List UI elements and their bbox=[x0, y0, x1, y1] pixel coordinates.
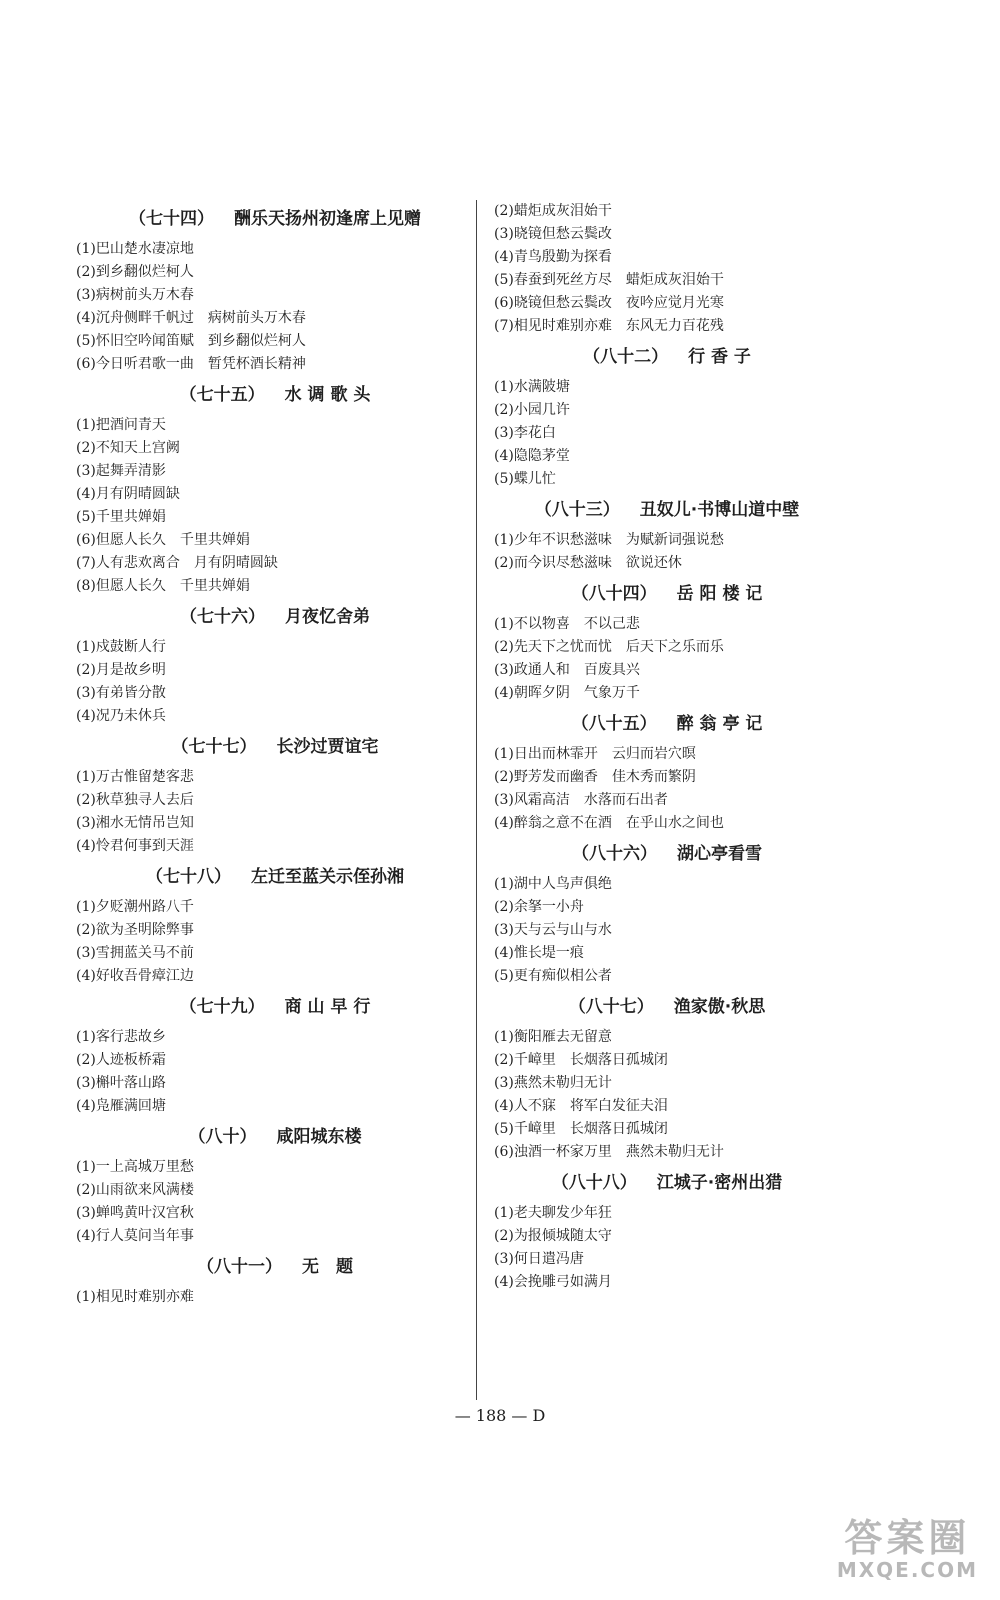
section-number: （七十八） bbox=[146, 867, 231, 887]
section-title bbox=[76, 866, 454, 888]
answer-line: (1)巴山楚水凄凉地 bbox=[76, 241, 194, 257]
answer-line: (2)而今识尽愁滋味 欲说还休 bbox=[494, 555, 682, 571]
answer-line: (4)人不寐 将军白发征夫泪 bbox=[494, 1098, 668, 1114]
answer-line: (3)有弟皆分散 bbox=[76, 685, 166, 701]
answer-line: (3)晓镜但愁云鬓改 bbox=[494, 226, 612, 242]
answer-line: (7)人有悲欢离合 月有阴晴圆缺 bbox=[76, 555, 278, 571]
section-number: （八十二） bbox=[583, 347, 669, 367]
answer-line: (3)燕然未勒归无计 bbox=[494, 1075, 612, 1091]
answer-line: (4)凫雁满回塘 bbox=[76, 1098, 166, 1114]
poem-section bbox=[494, 499, 804, 575]
page-number: — 188 — D bbox=[454, 1406, 546, 1425]
answer-line: (3)起舞弄清影 bbox=[76, 463, 166, 479]
watermark-logo-text: 答案圈 bbox=[844, 1516, 971, 1560]
answer-line: (1)相见时难别亦难 bbox=[76, 1289, 194, 1305]
answer-line: (4)行人莫问当年事 bbox=[76, 1228, 194, 1244]
answer-line: (3)蝉鸣黄叶汉宫秋 bbox=[76, 1205, 194, 1221]
answer-line: (1)不以物喜 不以己悲 bbox=[494, 616, 640, 632]
poem-section bbox=[494, 346, 804, 491]
section-title bbox=[76, 1126, 454, 1148]
answer-line: (4)惟长堤一痕 bbox=[494, 945, 584, 961]
answer-line: (2)月是故乡明 bbox=[76, 662, 166, 678]
poem-section bbox=[76, 996, 454, 1118]
section-title-text: 长沙过贾谊宅 bbox=[276, 737, 379, 757]
poem-section bbox=[76, 208, 454, 376]
answer-line: (3)槲叶落山路 bbox=[76, 1075, 166, 1091]
answer-line: (3)何日遣冯唐 bbox=[494, 1251, 584, 1267]
answer-line: (5)更有痴似相公者 bbox=[494, 968, 612, 984]
section-title bbox=[494, 583, 804, 605]
watermark-site-text: MXQE.COM bbox=[836, 1558, 978, 1582]
answer-line: (5)千嶂里 长烟落日孤城闭 bbox=[494, 1121, 668, 1137]
answer-line: (4)沉舟侧畔千帆过 病树前头万木春 bbox=[76, 310, 306, 326]
section-title-text: 酬乐天扬州初逢席上见赠 bbox=[234, 209, 421, 229]
section-number: （八十八） bbox=[551, 1173, 637, 1193]
section-number: （七十九） bbox=[179, 997, 265, 1017]
answer-line: (1)戍鼓断人行 bbox=[76, 639, 166, 655]
poem-section bbox=[494, 713, 804, 835]
section-title-text: 醉 翁 亭 记 bbox=[676, 714, 763, 734]
answer-line: (1)把酒问青天 bbox=[76, 417, 166, 433]
section-title bbox=[494, 1172, 804, 1194]
section-title-text: 月夜忆舍弟 bbox=[285, 607, 370, 627]
answer-line: (2)野芳发而幽香 佳木秀而繁阴 bbox=[494, 769, 696, 785]
poem-section bbox=[494, 843, 804, 988]
section-number: （八十一） bbox=[197, 1257, 282, 1277]
answer-line: (1)万古惟留楚客悲 bbox=[76, 769, 194, 785]
answer-line: (2)秋草独寻人去后 bbox=[76, 792, 194, 808]
section-title bbox=[494, 499, 804, 521]
poem-section bbox=[76, 1126, 454, 1248]
answer-line: (1)日出而林霏开 云归而岩穴暝 bbox=[494, 746, 696, 762]
answer-line: (1)夕贬潮州路八千 bbox=[76, 899, 194, 915]
column-divider bbox=[476, 200, 477, 1400]
answer-line: (4)朝晖夕阴 气象万千 bbox=[494, 685, 640, 701]
section-number: （七十五） bbox=[179, 385, 265, 405]
answer-line: (4)隐隐茅堂 bbox=[494, 448, 570, 464]
answer-line: (3)病树前头万木春 bbox=[76, 287, 194, 303]
section-title bbox=[76, 606, 454, 628]
answer-line: (6)浊酒一杯家万里 燕然未勒归无计 bbox=[494, 1144, 724, 1160]
right-column bbox=[494, 200, 804, 1294]
section-number: （八十五） bbox=[571, 714, 657, 734]
answer-line: (2)小园几许 bbox=[494, 402, 570, 418]
answer-line: (4)好收吾骨瘴江边 bbox=[76, 968, 194, 984]
poem-section bbox=[76, 1256, 454, 1309]
answer-line: (1)老夫聊发少年狂 bbox=[494, 1205, 612, 1221]
answer-line: (6)晓镜但愁云鬓改 夜吟应觉月光寒 bbox=[494, 295, 724, 311]
poem-section bbox=[494, 583, 804, 705]
section-number: （七十四） bbox=[129, 209, 214, 229]
section-number: （八十七） bbox=[568, 997, 654, 1017]
answer-line: (3)天与云与山与水 bbox=[494, 922, 612, 938]
answer-line: (1)衡阳雁去无留意 bbox=[494, 1029, 612, 1045]
section-title-text: 岳 阳 楼 记 bbox=[676, 584, 763, 604]
section-number: （八十三） bbox=[534, 500, 620, 520]
answer-line: (2)为报倾城随太守 bbox=[494, 1228, 612, 1244]
answer-line: (4)况乃未休兵 bbox=[76, 708, 166, 724]
answer-line: (1)湖中人鸟声俱绝 bbox=[494, 876, 612, 892]
answer-line: (2)不知天上宫阙 bbox=[76, 440, 180, 456]
poem-section bbox=[76, 736, 454, 858]
answer-line: (2)余拏一小舟 bbox=[494, 899, 584, 915]
answer-line: (1)一上高城万里愁 bbox=[76, 1159, 194, 1175]
section-title bbox=[76, 384, 454, 406]
section-title-text: 行 香 子 bbox=[688, 347, 751, 367]
answer-line: (1)少年不识愁滋味 为赋新词强说愁 bbox=[494, 532, 724, 548]
answer-line: (3)湘水无情吊岂知 bbox=[76, 815, 194, 831]
section-title-text: 商 山 早 行 bbox=[284, 997, 371, 1017]
answer-line: (7)相见时难别亦难 东风无力百花残 bbox=[494, 318, 724, 334]
answer-line: (5)怀旧空吟闻笛赋 到乡翻似烂柯人 bbox=[76, 333, 306, 349]
answer-line: (4)会挽雕弓如满月 bbox=[494, 1274, 612, 1290]
section-title bbox=[494, 346, 804, 368]
section-title-text: 水 调 歌 头 bbox=[284, 385, 371, 405]
answer-line: (6)但愿人长久 千里共婵娟 bbox=[76, 532, 250, 548]
answer-line: (8)但愿人长久 千里共婵娟 bbox=[76, 578, 250, 594]
poem-section bbox=[494, 996, 804, 1164]
section-title bbox=[494, 843, 804, 865]
section-title-text: 湖心亭看雪 bbox=[677, 844, 762, 864]
answer-line: (3)雪拥蓝关马不前 bbox=[76, 945, 194, 961]
answer-line: (1)客行悲故乡 bbox=[76, 1029, 166, 1045]
section-title-text: 江城子·密州出猎 bbox=[656, 1173, 783, 1193]
answer-line: (2)蜡炬成灰泪始干 bbox=[494, 203, 612, 219]
section-title-text: 渔家傲·秋思 bbox=[673, 997, 766, 1017]
section-title bbox=[76, 1256, 454, 1278]
section-number: （八十六） bbox=[572, 844, 657, 864]
answer-line: (2)山雨欲来风满楼 bbox=[76, 1182, 194, 1198]
answer-line: (5)千里共婵娟 bbox=[76, 509, 166, 525]
left-column bbox=[76, 200, 454, 1309]
section-title-text: 左迁至蓝关示侄孙湘 bbox=[251, 867, 404, 887]
section-title-text: 丑奴儿·书博山道中壁 bbox=[639, 500, 800, 520]
answer-line: (2)人迹板桥霜 bbox=[76, 1052, 166, 1068]
poem-section bbox=[76, 866, 454, 988]
answer-line: (5)春蚕到死丝方尽 蜡炬成灰泪始干 bbox=[494, 272, 724, 288]
answer-line: (2)千嶂里 长烟落日孤城闭 bbox=[494, 1052, 668, 1068]
answer-line: (3)政通人和 百废具兴 bbox=[494, 662, 640, 678]
answer-line: (6)今日听君歌一曲 暂凭杯酒长精神 bbox=[76, 356, 306, 372]
section-number: （七十六） bbox=[180, 607, 265, 627]
answer-line: (4)青鸟殷勤为探看 bbox=[494, 249, 612, 265]
section-number: （七十七） bbox=[171, 737, 257, 757]
answer-line: (2)先天下之忧而忧 后天下之乐而乐 bbox=[494, 639, 724, 655]
answer-line: (1)水满陂塘 bbox=[494, 379, 570, 395]
answer-line: (2)欲为圣明除弊事 bbox=[76, 922, 194, 938]
section-title-text: 无 题 bbox=[302, 1257, 353, 1277]
answer-line: (3)李花白 bbox=[494, 425, 556, 441]
poem-section bbox=[76, 384, 454, 598]
answer-line: (4)怜君何事到天涯 bbox=[76, 838, 194, 854]
answer-line: (3)风霜高洁 水落而石出者 bbox=[494, 792, 668, 808]
section-number: （八十四） bbox=[571, 584, 657, 604]
section-title bbox=[494, 996, 804, 1018]
poem-section bbox=[494, 1172, 804, 1294]
watermark-logo bbox=[837, 1518, 978, 1582]
answer-line: (4)月有阴晴圆缺 bbox=[76, 486, 180, 502]
poem-section bbox=[76, 606, 454, 728]
answer-line: (2)到乡翻似烂柯人 bbox=[76, 264, 194, 280]
poem-section bbox=[494, 200, 804, 338]
answer-line: (4)醉翁之意不在酒 在乎山水之间也 bbox=[494, 815, 724, 831]
section-title-text: 咸阳城东楼 bbox=[276, 1127, 362, 1147]
section-title bbox=[494, 713, 804, 735]
section-title bbox=[76, 736, 454, 758]
answer-line: (5)蝶儿忙 bbox=[494, 471, 556, 487]
section-number: （八十） bbox=[188, 1127, 257, 1147]
section-title bbox=[76, 996, 454, 1018]
section-title bbox=[76, 208, 454, 230]
